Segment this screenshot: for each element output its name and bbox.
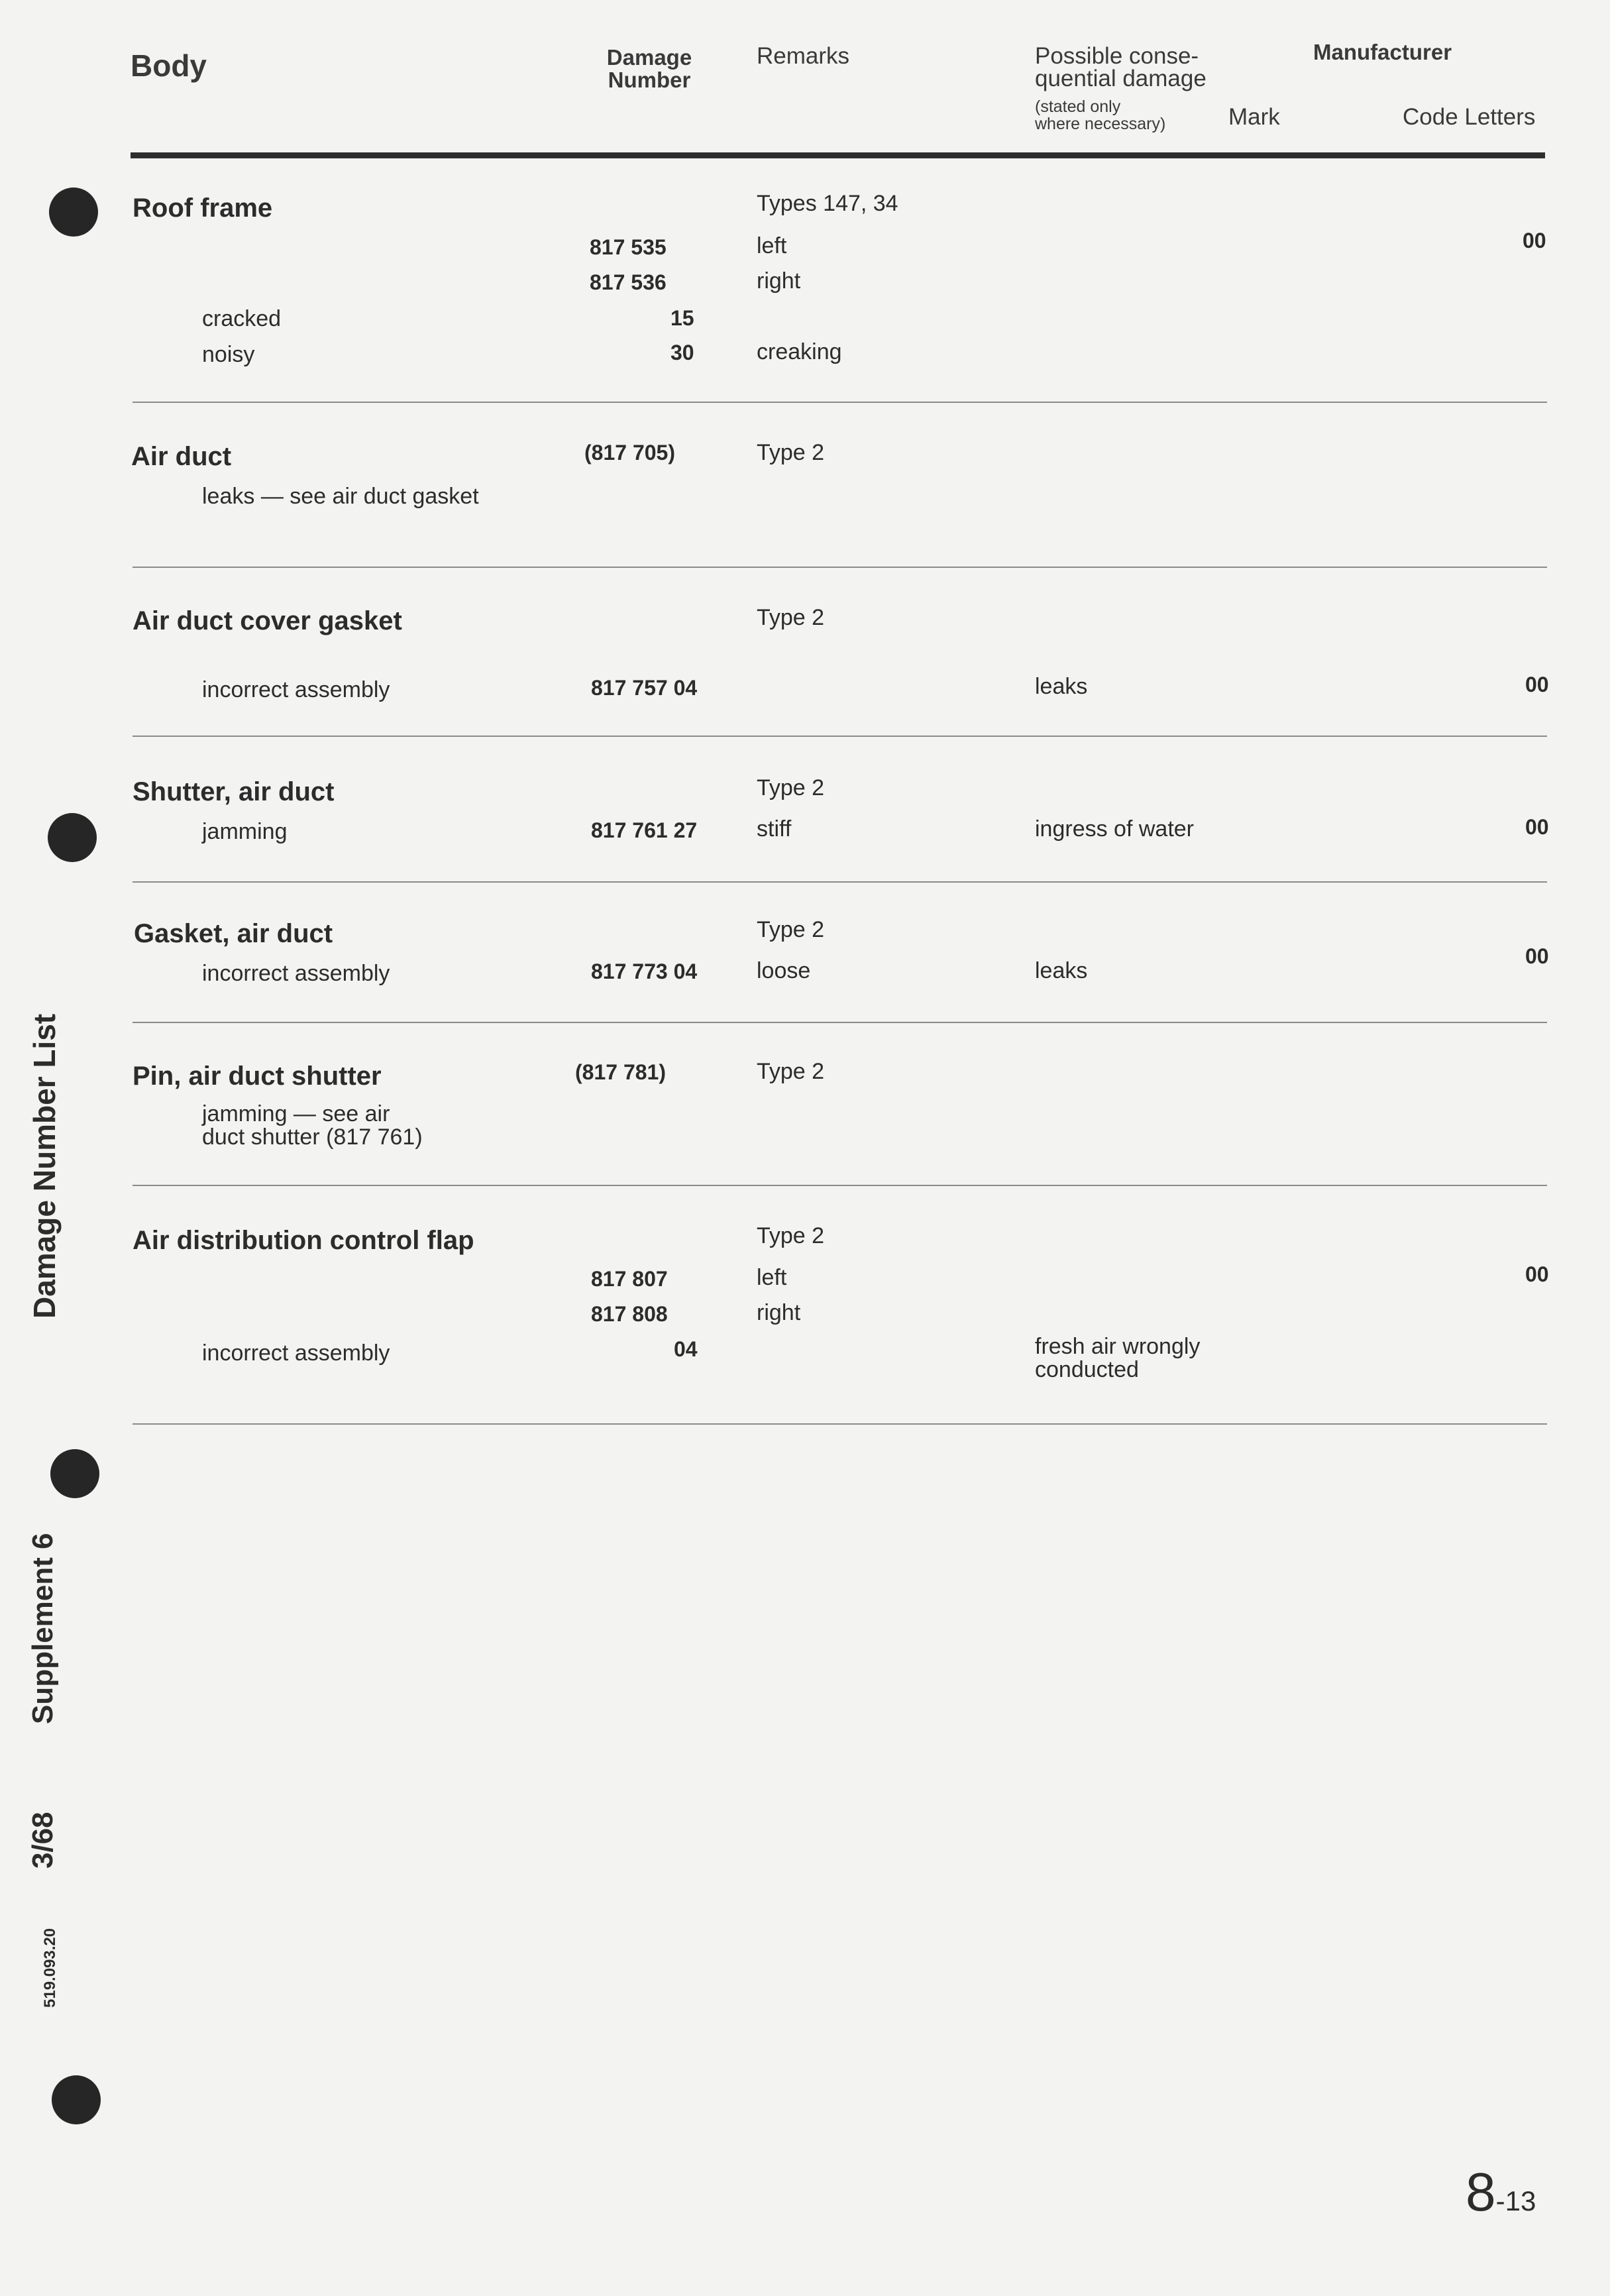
damage-number: 817 773 04 xyxy=(591,959,698,983)
punch-hole-3 xyxy=(50,1449,99,1498)
punch-hole-2 xyxy=(48,813,97,862)
sidebar-supplement: Supplement 6 xyxy=(27,1533,59,1724)
remark: Type 2 xyxy=(757,775,825,800)
row-divider xyxy=(133,402,1547,403)
damage-number-line2: Number xyxy=(608,68,691,92)
damage-number: 817 535 xyxy=(590,235,667,259)
sidebar-doc-number: 519.093.20 xyxy=(41,1928,59,2008)
part-name: Gasket, air duct xyxy=(134,919,333,948)
remark: creaking xyxy=(757,339,842,364)
part-name: Roof frame xyxy=(133,193,273,223)
column-header-mark: Mark xyxy=(1228,104,1280,130)
damage-number-line1: Damage xyxy=(606,45,692,70)
condition: jamming xyxy=(202,819,288,844)
damage-number: 817 757 04 xyxy=(591,676,698,700)
condition: cracked xyxy=(202,306,282,331)
consequential-note-line1: (stated only xyxy=(1035,97,1121,116)
damage-number: (817 781) xyxy=(575,1060,666,1084)
damage-number: 817 807 xyxy=(591,1267,668,1291)
remark: Type 2 xyxy=(757,1059,825,1084)
remark: left xyxy=(757,1265,787,1290)
condition: incorrect assembly xyxy=(202,1340,390,1366)
page-number-sub: -13 xyxy=(1495,2185,1536,2216)
part-name: Air duct xyxy=(131,442,232,471)
remark: right xyxy=(757,268,801,294)
condition: noisy xyxy=(202,342,255,367)
condition-line2: duct shutter (817 761) xyxy=(202,1124,423,1150)
column-header-damage-number xyxy=(596,46,702,91)
row-divider xyxy=(133,881,1547,883)
consequential-damage: leaks xyxy=(1035,958,1088,983)
remark: right xyxy=(757,1300,801,1325)
punch-hole-4 xyxy=(52,2075,101,2124)
consequential-damage xyxy=(1035,1335,1200,1382)
column-header-manufacturer: Manufacturer xyxy=(1313,40,1452,64)
damage-number: 817 536 xyxy=(590,270,667,294)
consequential-line2: quential damage xyxy=(1035,66,1207,91)
consequential-damage: leaks xyxy=(1035,674,1088,699)
row-divider xyxy=(133,567,1547,568)
code-letters: 00 xyxy=(1525,673,1549,696)
damage-number: 817 761 27 xyxy=(591,818,698,842)
sidebar-date: 3/68 xyxy=(27,1812,59,1869)
part-name: Pin, air duct shutter xyxy=(133,1062,382,1091)
remark: Type 2 xyxy=(757,917,825,942)
punch-hole-1 xyxy=(49,188,98,237)
code-letters: 00 xyxy=(1525,1262,1549,1286)
consequential-note-line2: where necessary) xyxy=(1035,115,1166,133)
remark: loose xyxy=(757,958,811,983)
row-divider xyxy=(133,1185,1547,1186)
page-number xyxy=(1466,2161,1536,2224)
section-title: Body xyxy=(131,48,207,83)
code-letters: 00 xyxy=(1523,229,1546,252)
sidebar-list-title: Damage Number List xyxy=(27,1013,62,1319)
damage-number: 817 808 xyxy=(591,1302,668,1326)
remark: Type 2 xyxy=(757,605,825,630)
condition xyxy=(202,1103,423,1149)
consequence-line1: fresh air wrongly xyxy=(1035,1334,1201,1359)
condition: incorrect assembly xyxy=(202,677,390,702)
consequential-line1: Possible conse- xyxy=(1035,43,1199,69)
part-name: Air duct cover gasket xyxy=(133,606,402,635)
damage-number: 15 xyxy=(671,306,694,330)
remark: Types 147, 34 xyxy=(757,191,898,216)
remark: Type 2 xyxy=(757,440,825,465)
code-letters: 00 xyxy=(1525,815,1549,839)
row-divider xyxy=(133,1022,1547,1023)
remark: stiff xyxy=(757,816,792,842)
row-divider xyxy=(133,736,1547,737)
part-name: Shutter, air duct xyxy=(133,777,335,806)
damage-number: (817 705) xyxy=(584,441,675,465)
code-letters: 00 xyxy=(1525,944,1549,968)
condition: incorrect assembly xyxy=(202,961,390,986)
damage-number: 30 xyxy=(671,341,694,364)
consequence-line2: conducted xyxy=(1035,1357,1139,1382)
column-header-consequential xyxy=(1035,45,1207,133)
consequential-damage: ingress of water xyxy=(1035,816,1194,842)
condition-line1: jamming — see air xyxy=(202,1101,390,1126)
column-header-remarks: Remarks xyxy=(757,43,850,69)
remark: left xyxy=(757,233,787,258)
column-header-code-letters: Code Letters xyxy=(1403,104,1536,130)
part-name: Air distribution control flap xyxy=(133,1226,474,1255)
page-number-main: 8 xyxy=(1466,2162,1496,2222)
damage-number: 04 xyxy=(674,1337,698,1361)
header-rule xyxy=(131,152,1545,158)
row-divider xyxy=(133,1423,1547,1425)
condition: leaks — see air duct gasket xyxy=(202,484,479,509)
remark: Type 2 xyxy=(757,1223,825,1248)
